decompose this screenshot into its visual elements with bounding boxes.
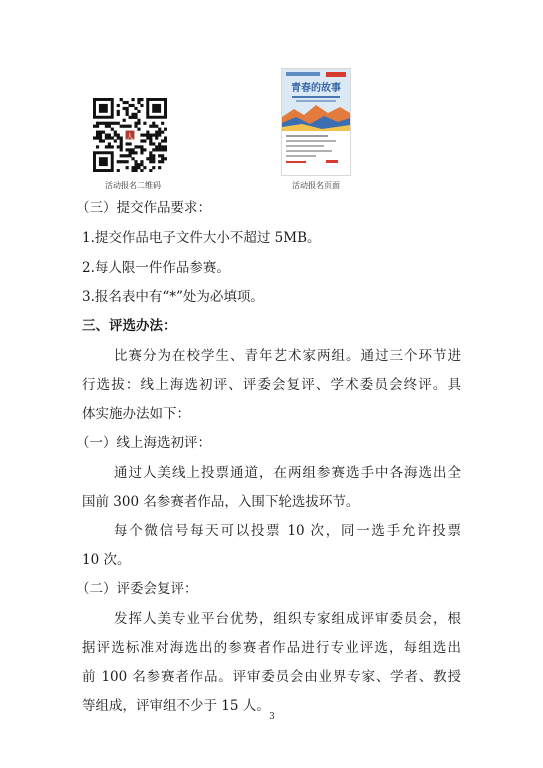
paragraph-line: 国前 300 名参赛者作品，入围下轮选拔环节。 — [82, 494, 360, 510]
subsection-heading-review: （二）评委会复评： — [76, 581, 198, 597]
paragraph-line: 每个微信号每天可以投票 10 次，同一选手允许投票 — [114, 523, 461, 539]
subsection-heading-online: （一）线上海选初评： — [76, 435, 211, 451]
registration-page-thumbnail[interactable] — [281, 68, 351, 176]
poster-image — [282, 69, 350, 175]
registration-qr-code[interactable] — [93, 98, 167, 172]
section-heading-submission: （三）提交作品要求： — [76, 200, 211, 216]
paragraph-line: 行选拔：线上海选初评、评委会复评、学术委员会终评。具 — [82, 377, 461, 393]
list-item: 1.提交作品电子文件大小不超过 5MB。 — [82, 230, 321, 246]
qr-seal-char: 人 — [126, 132, 134, 141]
paragraph-line: 发挥人美专业平台优势，组织专家组成评审委员会，根 — [114, 611, 461, 627]
page-caption: 活动报名页面 — [292, 181, 340, 190]
list-item: 2.每人限一件作品参赛。 — [82, 260, 230, 276]
section-heading-evaluation: 三、评选办法： — [82, 318, 177, 334]
page-number: 3 — [269, 712, 275, 722]
paragraph-line: 等组成，评审组不少于 15 人。 — [82, 698, 270, 714]
paragraph-line: 据评选标准对海选出的参赛者作品进行专业评选，每组选出 — [82, 640, 461, 656]
qr-code-icon — [93, 98, 167, 172]
poster-title: 青春的故事 — [291, 83, 341, 94]
paragraph-line: 体实施办法如下： — [82, 406, 190, 422]
paragraph-line: 10 次。 — [82, 552, 131, 568]
list-item: 3.报名表中有“*”处为必填项。 — [82, 289, 264, 305]
paragraph-line: 通过人美线上投票通道，在两组参赛选手中各海选出全 — [114, 465, 461, 481]
paragraph-line: 前 100 名参赛者作品。评审委员会由业界专家、学者、教授 — [82, 669, 461, 685]
qr-caption: 活动报名二维码 — [105, 181, 161, 190]
paragraph-line: 比赛分为在校学生、青年艺术家两组。通过三个环节进 — [114, 348, 461, 364]
